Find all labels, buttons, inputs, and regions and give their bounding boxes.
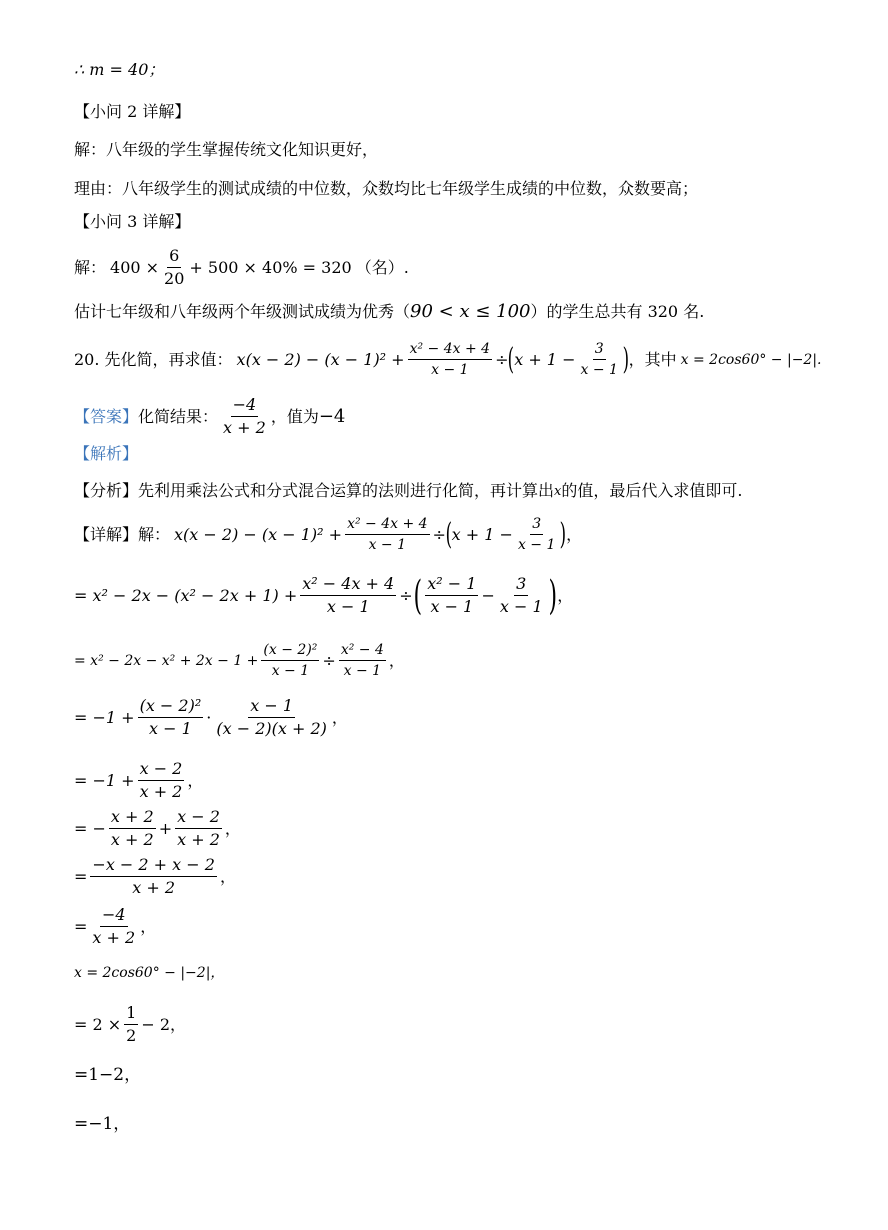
divide-sign: ÷	[495, 349, 509, 369]
reason-line	[74, 181, 698, 197]
expression: = x² − 2x − x² + 2x − 1 +	[74, 652, 259, 669]
fraction	[425, 575, 478, 617]
denominator: x + 2	[132, 878, 176, 898]
fraction	[90, 856, 217, 898]
denominator: x + 2	[223, 418, 266, 438]
denominator: x + 2	[92, 928, 136, 948]
denominator: x − 1	[580, 362, 618, 379]
numerator: 3	[514, 575, 528, 596]
expression: x + 1 −	[451, 524, 513, 544]
denominator: x − 1	[326, 597, 370, 617]
denominator: 20	[164, 269, 185, 289]
expression: = 2 ×	[74, 1014, 122, 1034]
heading-text: 【小问 2 详解】	[74, 102, 191, 121]
unit: （名）.	[355, 257, 409, 277]
denominator: x − 1	[271, 663, 310, 680]
fraction	[345, 516, 429, 553]
estimate-line	[74, 303, 704, 321]
denominator: (x − 2)(x + 2)	[216, 719, 327, 739]
left-paren: (	[413, 572, 422, 619]
numerator: x − 2	[138, 760, 185, 781]
answer-label: 【答案】	[74, 406, 139, 426]
numerator: x² − 1	[425, 575, 478, 596]
fraction	[261, 642, 319, 679]
expression: − 2，	[141, 1014, 187, 1034]
denominator: x − 1	[149, 719, 192, 739]
fraction	[175, 808, 222, 850]
numerator: x² − 4	[339, 642, 386, 661]
numerator: x² − 4x + 4	[345, 516, 429, 535]
text: ，其中	[628, 349, 677, 369]
divide-sign: ÷	[432, 524, 446, 544]
numerator: (x − 2)²	[261, 642, 319, 661]
heading-text: 【小问 3 详解】	[74, 212, 191, 231]
detail-line-2	[74, 572, 574, 619]
denominator: x + 2	[177, 830, 220, 850]
left-paren: (	[445, 516, 453, 552]
expression: x = 2cos60° − |−2|，	[74, 965, 225, 981]
comma: ，	[331, 707, 348, 727]
text: 的值，最后代入求值即可.	[561, 481, 743, 500]
detail-line-1	[74, 516, 582, 553]
denominator: x − 1	[431, 362, 469, 379]
right-paren: )	[622, 341, 630, 377]
inequality: 90 < x ≤ 100	[410, 301, 531, 322]
detail-line-6	[74, 808, 241, 850]
detail-line-3	[74, 642, 405, 679]
numerator: x² − 4x + 4	[408, 341, 492, 360]
comma: ，	[224, 818, 241, 838]
analysis-heading	[74, 446, 138, 462]
numerator: 1	[124, 1004, 138, 1025]
fraction	[90, 906, 137, 948]
expression: = x² − 2x − (x² − 2x + 1) +	[74, 585, 298, 605]
fraction	[300, 575, 396, 617]
detail-line-9	[74, 966, 224, 980]
denominator: x − 1	[368, 537, 407, 554]
equals-sign: =	[74, 866, 88, 886]
numerator: x − 1	[248, 697, 295, 718]
fraction	[578, 341, 619, 378]
fraction	[109, 808, 156, 850]
plus-sign: +	[158, 818, 173, 838]
denominator: x − 1	[499, 597, 543, 617]
denominator: x − 1	[430, 597, 474, 617]
term: 400 ×	[110, 257, 160, 277]
numerator: −4	[231, 396, 259, 417]
reason-text: 理由：八年级学生的测试成绩的中位数，众数均比七年级学生成绩的中位数，众数要高；	[74, 179, 699, 198]
comma: ，	[140, 916, 157, 936]
fraction	[339, 642, 386, 679]
prefix: 【详解】解：	[74, 524, 171, 544]
denominator: 2	[126, 1026, 137, 1046]
numerator: 6	[167, 247, 181, 268]
fraction	[214, 697, 329, 739]
fraction	[221, 396, 268, 438]
variable: x	[554, 483, 562, 499]
expression: = −1 +	[74, 770, 135, 790]
comma: ，	[557, 585, 574, 605]
comma: ，	[187, 770, 204, 790]
left-paren: (	[508, 341, 515, 377]
text: 估计七年级和八年级两个年级测试成绩为优秀（	[74, 302, 411, 321]
detail-line-7	[74, 856, 236, 898]
denominator: x + 2	[139, 782, 183, 802]
numerator: 3	[530, 516, 543, 535]
comma: ，	[566, 524, 583, 544]
numerator: x² − 4x + 4	[300, 575, 396, 596]
expression: =1−2，	[74, 1065, 142, 1085]
text: 化简结果：	[138, 406, 219, 426]
detail-line-4	[74, 697, 348, 739]
numerator: −4	[100, 906, 128, 927]
subquestion-2-heading	[74, 104, 190, 120]
answer-text: 解：八年级的学生掌握传统文化知识更好，	[74, 140, 379, 159]
answer-line	[74, 142, 378, 158]
value: −4	[318, 405, 346, 427]
detail-line-5	[74, 760, 203, 802]
fraction	[138, 760, 185, 802]
denominator: x − 1	[517, 537, 556, 554]
term: + 500 × 40% = 320	[189, 257, 352, 277]
numerator: 3	[593, 341, 606, 360]
dot-sign: ·	[206, 707, 212, 727]
numerator: x − 2	[175, 808, 222, 829]
condition: x = 2cos60° − |−2|.	[680, 351, 822, 368]
detail-line-10	[74, 1004, 186, 1046]
subquestion-3-heading	[74, 214, 190, 230]
math-text: ∴ m = 40；	[74, 60, 165, 79]
detail-line-12	[74, 1116, 130, 1133]
calculation-line	[74, 247, 409, 289]
answer-row	[74, 396, 345, 438]
expression: x(x − 2) − (x − 1)² +	[236, 349, 405, 369]
comma: ，	[219, 866, 236, 886]
fraction	[162, 247, 186, 289]
numerator: (x − 2)²	[138, 697, 204, 718]
expression: x + 1 −	[514, 349, 576, 369]
fraction	[124, 1004, 138, 1046]
fraction	[138, 697, 204, 739]
prefix: 解：	[74, 257, 107, 277]
text: ，值为	[270, 406, 319, 426]
divide-sign: ÷	[322, 650, 336, 670]
minus-sign: −	[481, 585, 495, 605]
analysis-label: 【解析】	[74, 444, 139, 463]
right-paren: )	[560, 516, 567, 552]
divide-sign: ÷	[399, 585, 413, 605]
denominator: x − 1	[343, 663, 382, 680]
line-m-equals-40	[74, 62, 164, 78]
detail-line-11	[74, 1067, 141, 1084]
expression: = −1 +	[74, 707, 135, 727]
expression: x(x − 2) − (x − 1)² +	[174, 524, 343, 544]
fraction	[498, 575, 545, 617]
denominator: x + 2	[110, 830, 154, 850]
question-prefix: 20. 先化简，再求值：	[74, 349, 233, 369]
numerator: x + 2	[109, 808, 156, 829]
numerator: −x − 2 + x − 2	[90, 856, 217, 877]
comma: ，	[388, 650, 405, 670]
text: 【分析】先利用乘法公式和分式混合运算的法则进行化简，再计算出	[74, 481, 555, 500]
fraction	[516, 516, 557, 553]
detail-line-8	[74, 906, 156, 948]
text: ）的学生总共有 320 名.	[530, 302, 705, 321]
question-20	[74, 341, 822, 378]
analysis-line	[74, 483, 742, 499]
expression: = −	[74, 818, 106, 838]
right-paren: )	[548, 572, 557, 619]
fraction	[408, 341, 492, 378]
equals-sign: =	[74, 916, 88, 936]
expression: =−1，	[74, 1114, 131, 1134]
